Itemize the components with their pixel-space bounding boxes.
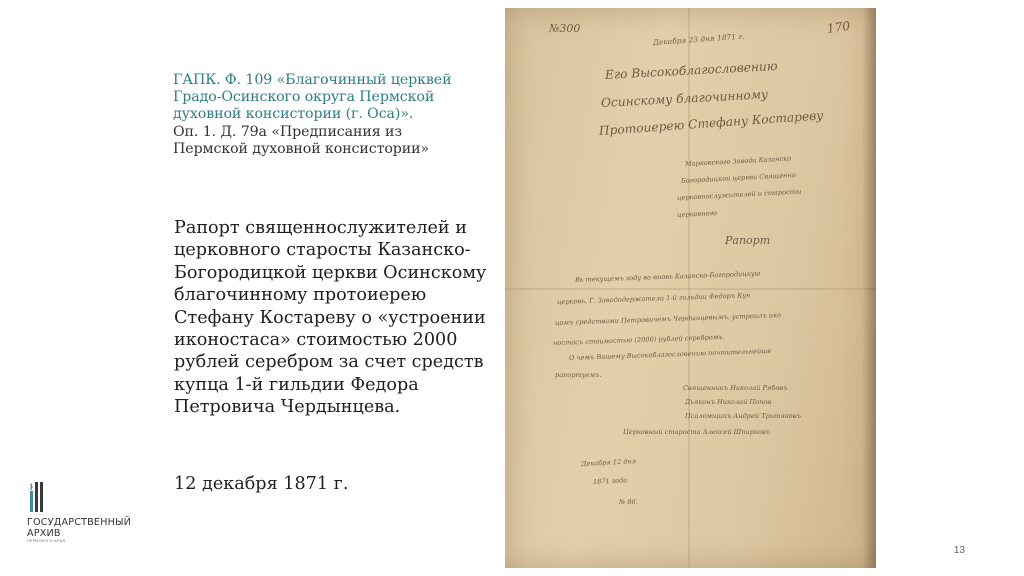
signature-line: Дьяконъ Николай Попов	[685, 398, 772, 406]
document-body-line: Вь текущемъ году во вновь Казанско-Богородицкую	[574, 269, 761, 284]
archive-logo	[27, 481, 147, 543]
inventory-reference: Оп. 1. Д. 79а «Предписания из Пермской духовной консистории»	[173, 123, 430, 157]
sender-line: Богородицкой церкви Священно	[680, 170, 796, 185]
paper-fold	[505, 288, 876, 290]
sender-line: церковного	[676, 208, 718, 219]
document-heading: Рапорт	[725, 234, 771, 247]
report-date: 12 декабря 1871 г.	[174, 474, 349, 494]
document-body-line: цомъ средствами Петровичемъ Чердынцевымъ, устроилъ ико	[554, 311, 782, 327]
archive-source-reference	[173, 72, 473, 158]
document-footer-year: 1871 года	[592, 476, 628, 486]
page-number: 13	[953, 545, 965, 556]
address-line: Осинскому благочинному	[600, 87, 769, 110]
archival-document-photo	[505, 8, 876, 568]
document-body-line: ностасъ стоимостью (2000) рублей серебромъ.	[552, 333, 725, 347]
sender-line: Марковского Завода Казанско	[684, 154, 792, 168]
sheet-number: 170	[826, 18, 852, 36]
address-line: Его Высокоблагословению	[604, 58, 778, 82]
fund-reference: ГАПК. Ф. 109 «Благочинный церквей Градо-Осинского округа Пермской духовной консистории (г. Оса)».	[173, 72, 452, 123]
document-header-date: Декабря 23 дня 1871 г.	[652, 31, 745, 47]
report-description: Рапорт священнослужителей и церковного старосты Казанско-Богородицкой церкви Осинскому благочинному протоиерею Стефану Костареву о «устроении иконостаса» стоимостью 2000 рублей серебром за счет средств купца 1-й гильдии Федора Петровича Чердынцева.	[174, 218, 487, 418]
document-footer-number: № 86.	[619, 498, 638, 506]
signature-line: Церковный староста Алексей Шпирковъ	[623, 428, 771, 436]
signature-line: Священникъ Николай Рябовъ	[683, 384, 788, 392]
document-footer-date: Декабря 12 дня	[580, 457, 637, 468]
address-line: Протоиерею Стефану Костареву	[598, 108, 824, 138]
archive-emblem-icon	[28, 481, 48, 513]
logo-line-1: ГОСУДАРСТВЕННЫЙ	[27, 517, 132, 528]
document-body-line: О чемъ Вашему Высокоблагословению почтительнейше	[568, 346, 772, 362]
paper-edge-shadow	[862, 8, 876, 568]
sender-line: церковнослужителей и старосты	[676, 187, 802, 202]
document-body-line: церковь, Г. Завододержатели 1-й гильдии Федоръ Кун	[556, 291, 751, 306]
signature-line: Псаломщикъ Андрей Тритяковъ	[685, 412, 801, 420]
logo-line-3: ПЕРМСКОГО КРАЯ	[27, 539, 66, 543]
document-number: №300	[549, 22, 581, 35]
logo-line-2: АРХИВ	[27, 528, 61, 539]
document-body-line: рапортуемъ.	[555, 371, 602, 379]
